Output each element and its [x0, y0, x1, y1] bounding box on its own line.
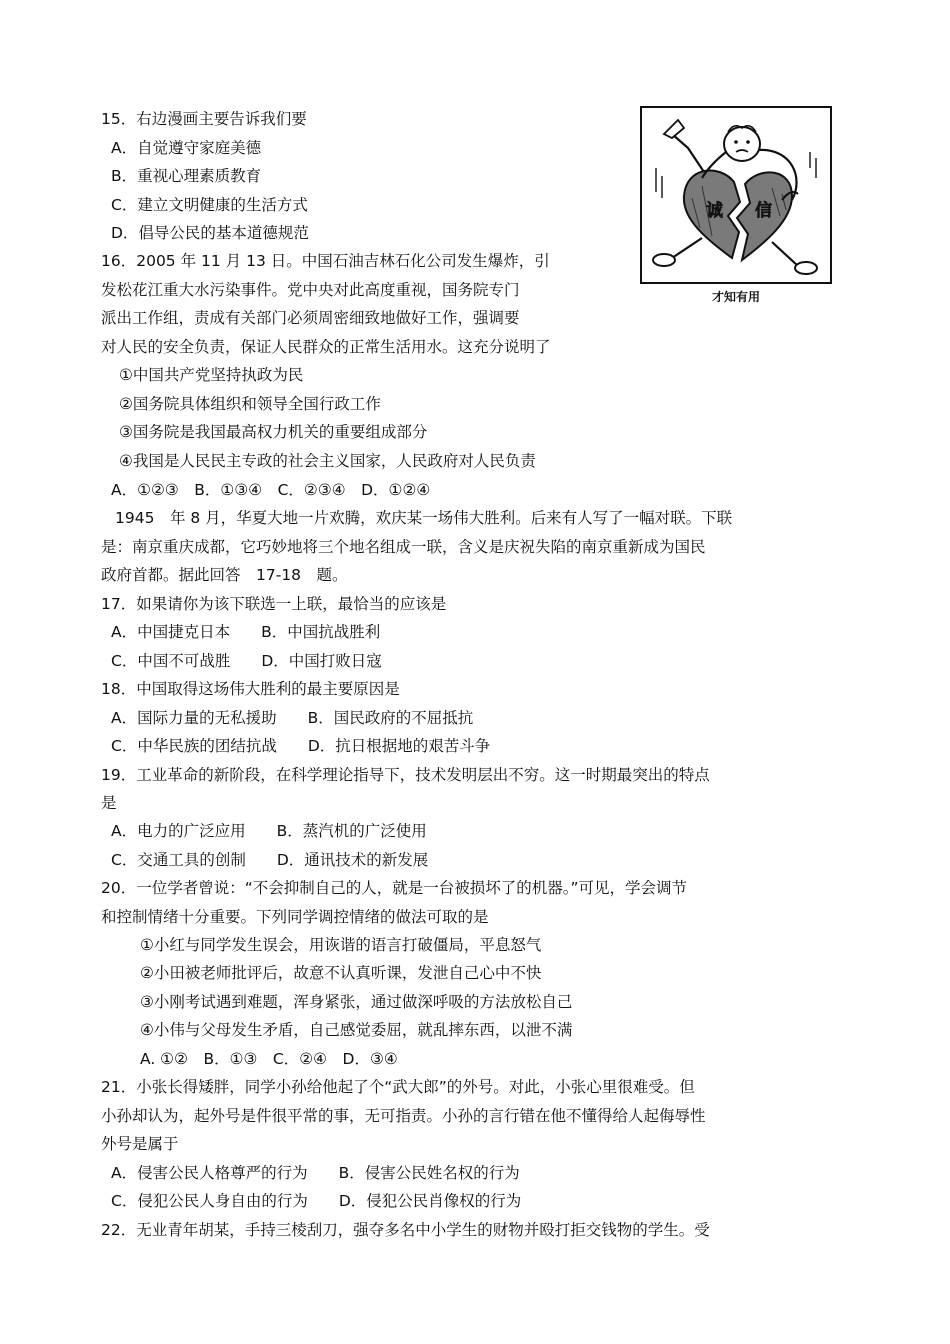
man-arm [672, 134, 704, 172]
q15-stem: 15．右边漫画主要告诉我们要 [101, 110, 307, 128]
q16-stem-line3: 派出工作组，责成有关部门必须周密细致地做好工作，强调要 [101, 309, 520, 327]
q19-options-cd: C．交通工具的创制 D．通讯技术的新发展 [111, 851, 429, 869]
q20-stem-line2: 和控制情绪十分重要。下列同学调控情绪的做法可取的是 [101, 908, 489, 926]
man-leg-right [772, 242, 798, 266]
q21-options-ab: A．侵害公民人格尊严的行为 B．侵害公民姓名权的行为 [111, 1164, 520, 1182]
q19-stem-line2: 是 [101, 794, 117, 812]
q17-options-cd: C．中国不可战胜 D．中国打败日寇 [111, 652, 382, 670]
q16-item-2: ②国务院具体组织和领导全国行政工作 [119, 395, 381, 413]
cartoon-broken-heart-image [640, 106, 832, 284]
q15-option-c: C．建立文明健康的生活方式 [111, 196, 308, 214]
q16-stem-line1: 16．2005 年 11 月 13 日。中国石油吉林石化公司发生爆炸，引 [101, 252, 550, 270]
shoe-right [795, 262, 817, 274]
q20-item-4: ④小伟与父母发生矛盾，自己感觉委屈，就乱摔东西，以泄不满 [140, 1021, 573, 1039]
q19-options-ab: A．电力的广泛应用 B．蒸汽机的广泛使用 [111, 822, 427, 840]
q22-stem-line1: 22．无业青年胡某，手持三棱刮刀，强夺多名中小学生的财物并殴打拒交钱物的学生。受 [101, 1221, 710, 1239]
shoe-left [653, 254, 675, 266]
q15-option-b: B．重视心理素质教育 [111, 167, 262, 185]
heart-text-right: 信 [755, 201, 772, 221]
passage-line2: 是：南京重庆成都，它巧妙地将三个地名组成一联，含义是庆祝失陷的南京重新成为国民 [101, 538, 706, 556]
q20-item-1: ①小红与同学发生误会，用诙谐的语言打破僵局，平息怒气 [140, 936, 542, 954]
q16-item-4: ④我国是人民民主专政的社会主义国家，人民政府对人民负责 [119, 452, 536, 470]
q16-item-3: ③国务院是我国最高权力机关的重要组成部分 [119, 423, 428, 441]
q18-options-cd: C．中华民族的团结抗战 D．抗日根据地的艰苦斗争 [111, 737, 491, 755]
q20-item-3: ③小刚考试遇到难题，浑身紧张，通过做深呼吸的方法放松自己 [140, 993, 573, 1011]
man-head [724, 127, 760, 161]
q19-stem-line1: 19．工业革命的新阶段，在科学理论指导下，技术发明层出不穷。这一时期最突出的特点 [101, 766, 710, 784]
heart-text-left: 诚 [706, 201, 723, 221]
q16-stem-line4: 对人民的安全负责，保证人民群众的正常生活用水。这充分说明了 [101, 338, 551, 356]
q16-options: A．①②③ B．①③④ C．②③④ D．①②④ [111, 481, 431, 499]
man-leg-left [672, 238, 702, 258]
q20-options: A. ①② B．①③ C．②④ D．③④ [140, 1050, 398, 1068]
q20-item-2: ②小田被老师批评后，故意不认真听课，发泄自己心中不快 [140, 964, 542, 982]
q21-options-cd: C．侵犯公民人身自由的行为 D．侵犯公民肖像权的行为 [111, 1192, 522, 1210]
q17-stem: 17．如果请你为该下联选一上联，最恰当的应该是 [101, 595, 447, 613]
q16-stem-line2: 发松花江重大水污染事件。党中央对此高度重视，国务院专门 [101, 281, 520, 299]
q21-stem-line1: 21．小张长得矮胖，同学小孙给他起了个“武大郎”的外号。对此，小张心里很难受。但 [101, 1078, 695, 1096]
q20-stem-line1: 20．一位学者曾说：“不会抑制自己的人，就是一台被损坏了的机器。”可见，学会调节 [101, 879, 688, 897]
q18-stem: 18．中国取得这场伟大胜利的最主要原因是 [101, 680, 400, 698]
q21-stem-line3: 外号是属于 [101, 1135, 179, 1153]
q16-item-1: ①中国共产党坚持执政为民 [119, 366, 304, 384]
knife-icon [664, 120, 684, 138]
q21-stem-line2: 小孙却认为，起外号是件很平常的事，无可指责。小孙的言行错在他不懂得给人起侮辱性 [101, 1107, 706, 1125]
q18-options-ab: A．国际力量的无私援助 B．国民政府的不屈抵抗 [111, 709, 474, 727]
passage-line3: 政府首都。据此回答 17-18 题。 [101, 566, 348, 584]
passage-line1: 1945 年 8 月，华夏大地一片欢腾，欢庆某一场伟大胜利。后来有人写了一幅对联。下联 [115, 509, 733, 527]
q17-options-ab: A．中国捷克日本 B．中国抗战胜利 [111, 623, 381, 641]
q15-option-a: A．自觉遵守家庭美德 [111, 139, 262, 157]
q15-option-d: D．倡导公民的基本道德规范 [111, 224, 309, 242]
cartoon-caption: 才知有用 [711, 290, 760, 304]
cartoon-drawing [642, 108, 830, 282]
